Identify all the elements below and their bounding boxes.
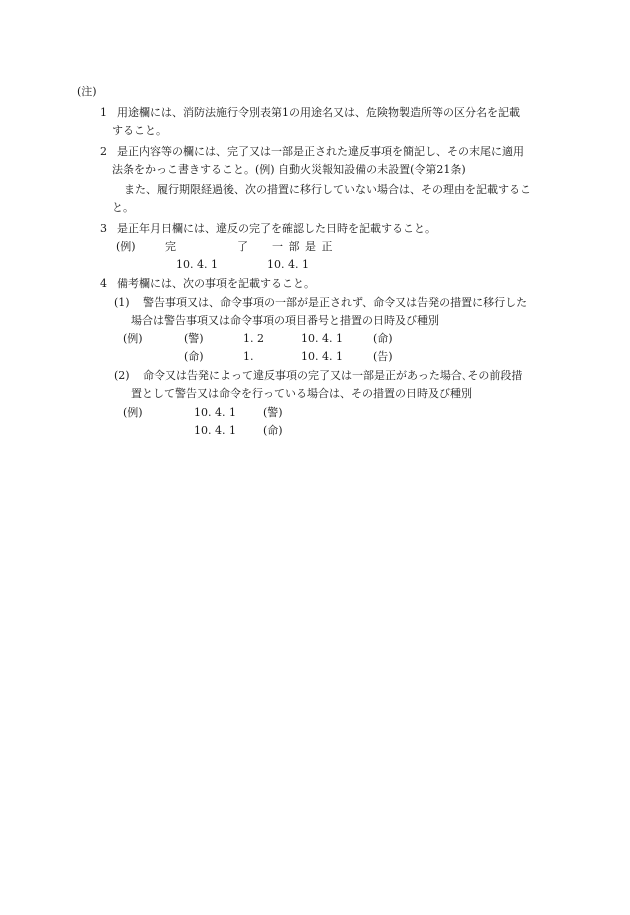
item-3-date-partial: 10. 4. 1: [267, 258, 309, 271]
item-3-line-1: 是正年月日欄には、違反の完了を確認した日時を記載すること。: [117, 222, 436, 235]
item-4-sub-1-row-1-measure: (命): [373, 332, 393, 345]
item-4-sub-2-example-label: (例): [123, 406, 143, 419]
item-3-example-label: (例): [116, 240, 136, 253]
item-1-line-2: すること。: [112, 124, 167, 137]
item-2-line-2: 法条をかっこ書きすること。(例) 自動火災報知設備の未設置(令第21条): [112, 163, 466, 176]
item-4-sub-2-row-2-kind: (命): [263, 424, 283, 437]
item-4-sub-2-row-1-kind: (警): [263, 406, 283, 419]
item-2-line-1: 是正内容等の欄には、完了又は一部是正された違反事項を簡記し、その末尾に適用: [117, 145, 524, 158]
item-4-sub-1-row-2-kind: (命): [184, 350, 204, 363]
item-4-sub-1-row-2-measure: (告): [373, 350, 393, 363]
item-3-number: 3: [100, 222, 107, 235]
item-4-sub-1-line-2: 場合は警告事項又は命令事項の項目番号と措置の日時及び種別: [131, 314, 439, 327]
item-3-col-kan: 完: [165, 240, 176, 253]
item-4-sub-2-row-2-date: 10. 4. 1: [194, 424, 236, 437]
item-2-line-4: と。: [112, 201, 134, 214]
item-4-line-1: 備考欄には、次の事項を記載すること。: [117, 277, 315, 290]
item-4-number: 4: [100, 277, 107, 290]
item-4-sub-1-row-1-date: 10. 4. 1: [301, 332, 343, 345]
item-3-col-ichibu: 一 部 是 正: [272, 240, 333, 253]
item-3-col-ryo: 了: [237, 240, 248, 253]
item-2-line-3: また、履行期限経過後、次の措置に移行していない場合は、その理由を記載するこ: [124, 183, 531, 196]
item-1-number: 1: [100, 106, 107, 119]
item-4-sub-2-line-1: 命令又は告発によって違反事項の完了又は一部是正があった場合､その前段措: [143, 369, 523, 382]
item-4-sub-2-line-2: 置として警告又は命令を行っている場合は、その措置の日時及び種別: [131, 387, 472, 400]
item-4-sub-1-example-label: (例): [123, 332, 143, 345]
notes-heading: (注): [77, 85, 97, 98]
item-4-sub-1-line-1: 警告事項又は、命令事項の一部が是正されず、命令又は告発の措置に移行した: [143, 296, 528, 309]
item-4-sub-1-row-2-date: 10. 4. 1: [301, 350, 343, 363]
item-2-number: 2: [100, 145, 107, 158]
item-4-sub-1-row-2-item-no: 1.: [243, 350, 254, 363]
item-4-sub-1-row-1-kind: (警): [184, 332, 204, 345]
item-4-sub-2-number: (2): [114, 369, 130, 382]
item-4-sub-2-row-1-date: 10. 4. 1: [194, 406, 236, 419]
item-1-line-1: 用途欄には、消防法施行令別表第1の用途名又は、危険物製造所等の区分名を記載: [117, 106, 520, 119]
item-3-date-complete: 10. 4. 1: [176, 258, 218, 271]
item-4-sub-1-row-1-item-no: 1. 2: [243, 332, 264, 345]
item-4-sub-1-number: (1): [114, 296, 130, 309]
